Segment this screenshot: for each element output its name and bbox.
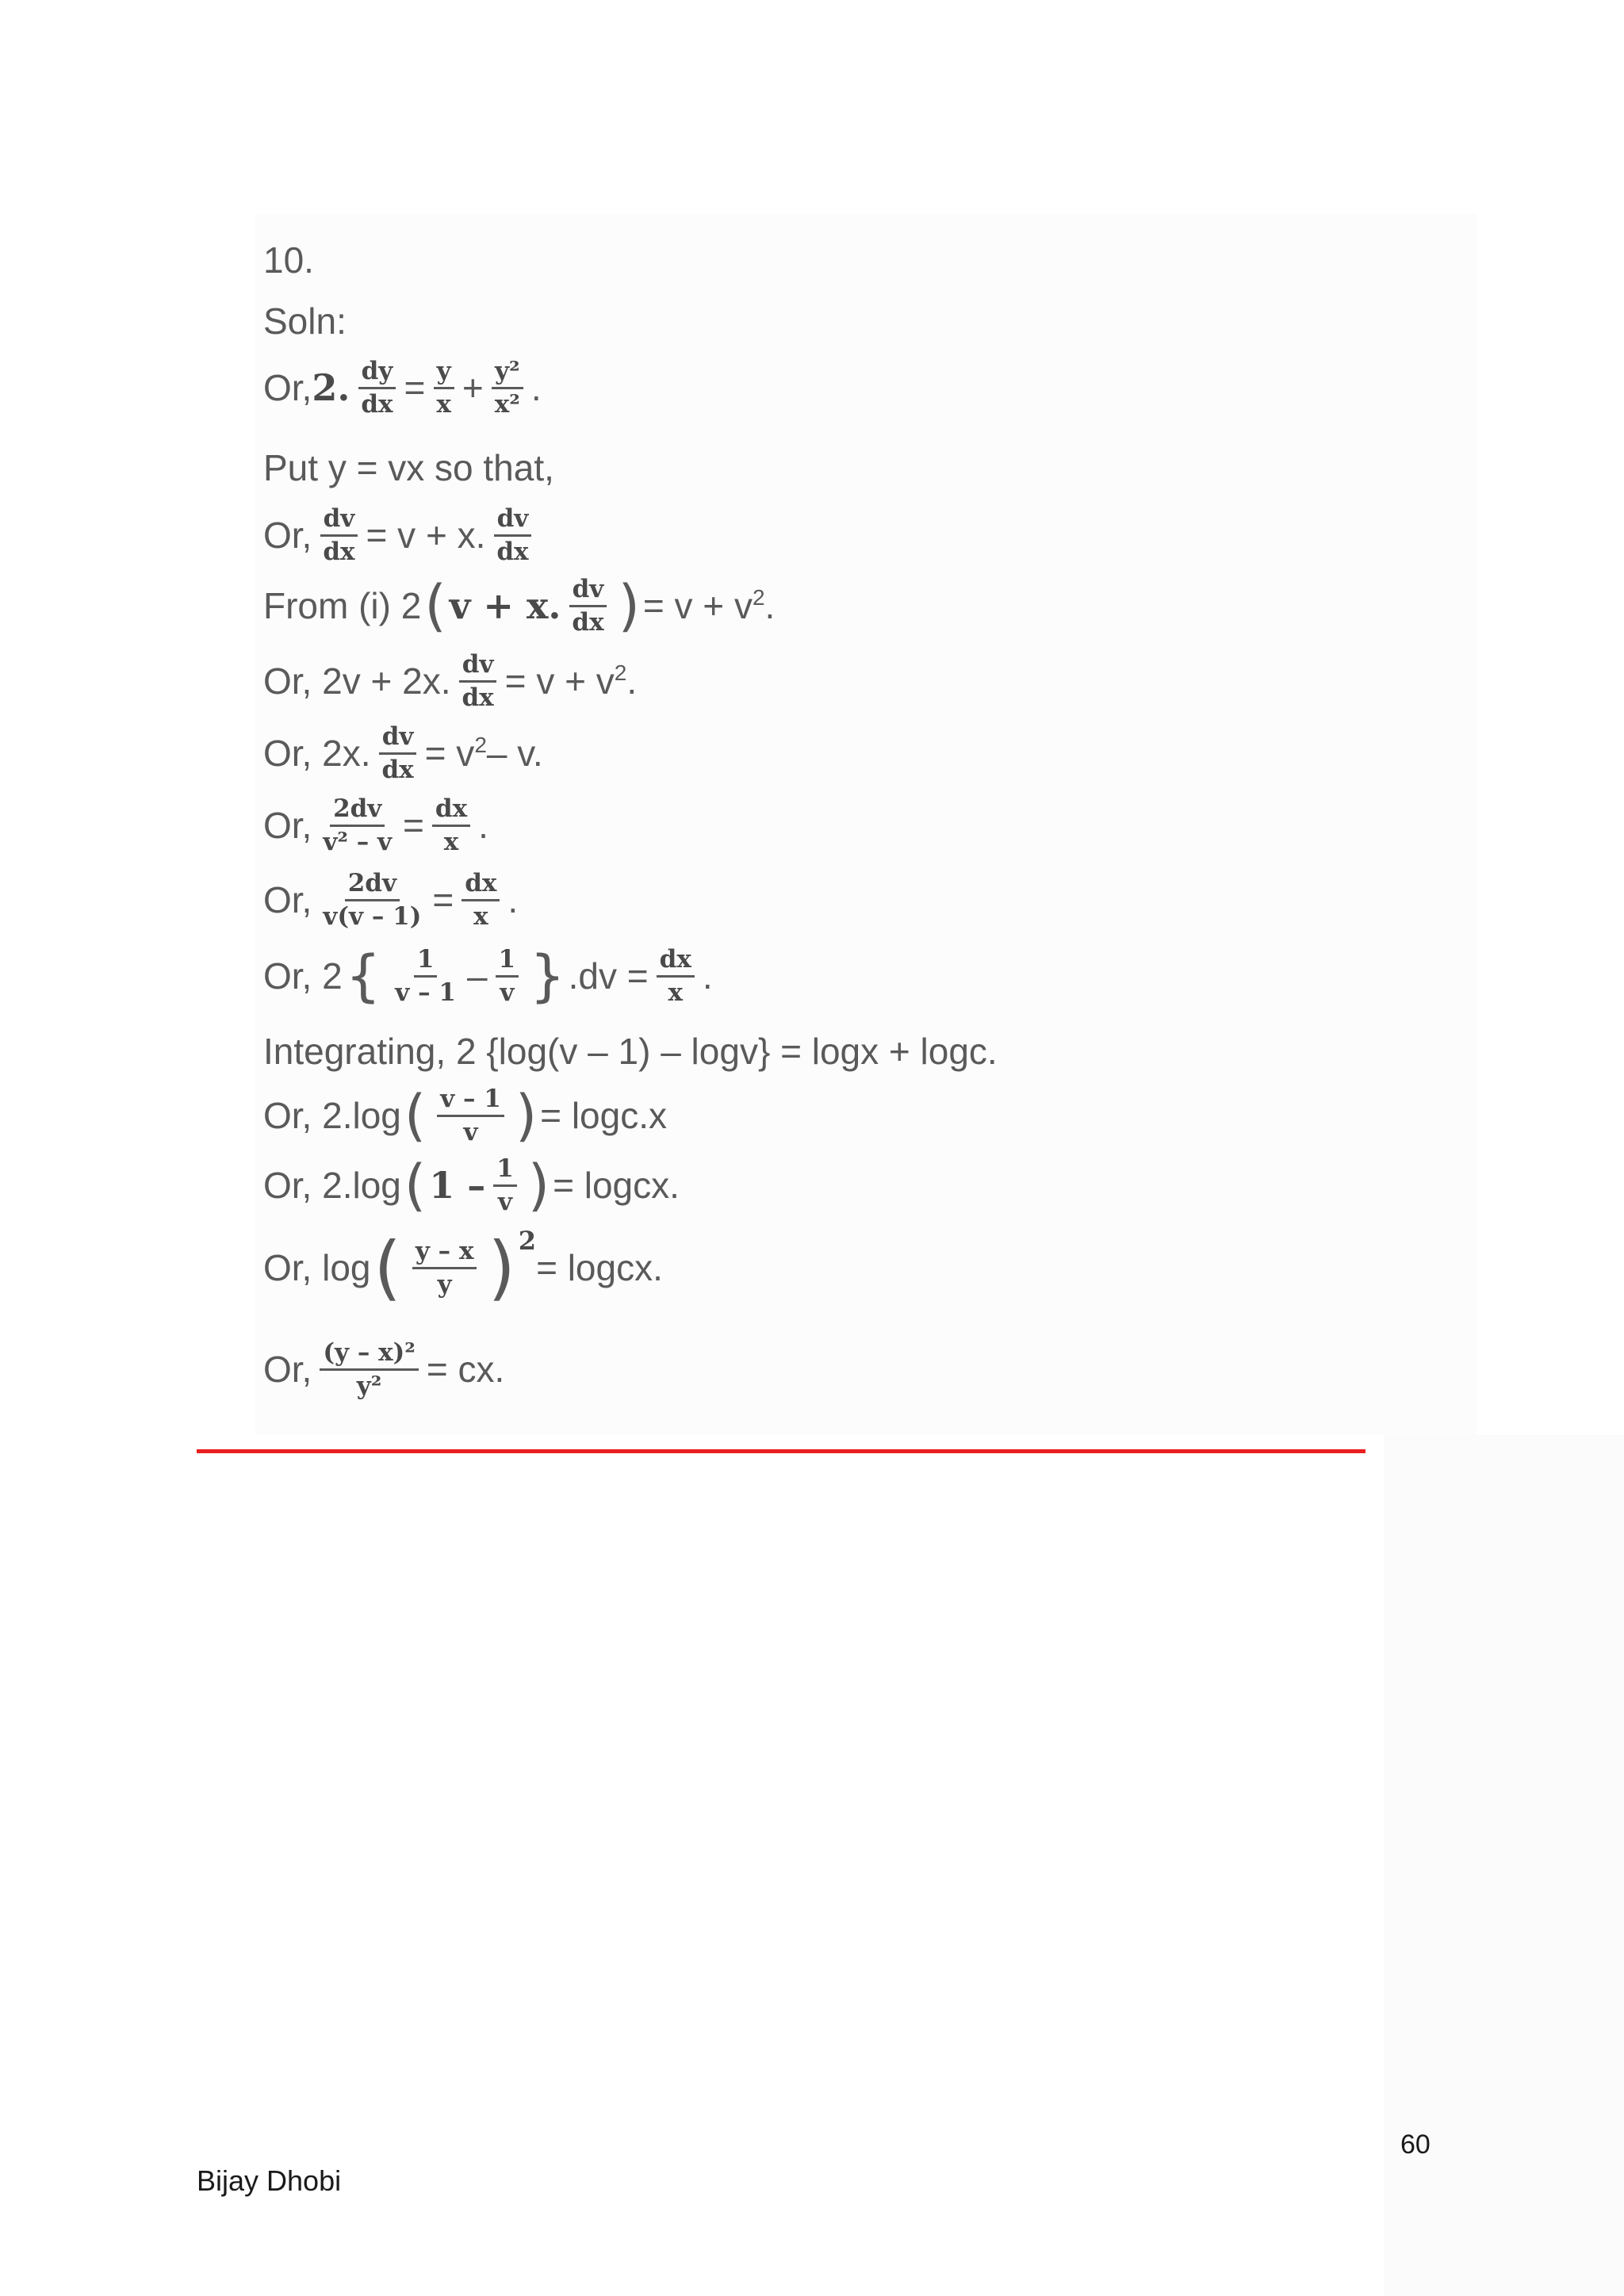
fraction: $\frac{1}{v}$: [496, 947, 519, 1005]
fraction: $\frac{dx}{x}$: [462, 871, 500, 929]
equation-line-3: Or, $\frac{dv}{dx}$ = v + x. $\frac{dv}{dx}$: [263, 506, 540, 564]
fraction: $\frac{dx}{x}$: [432, 796, 470, 855]
equation-line-1: Or, 2. $\frac{dy}{dx}$ = $\frac{y}{x}$ + $\frac{\text{y²}}{\text{x²}}$ .: [263, 357, 542, 419]
equation-line-7: Or, $\frac{2dv}{\text{v² – v}}$ = $\frac{dx}{x}$ .: [263, 794, 488, 856]
equation-line-4: From (i) 2 ( v + x. $\frac{dv}{dx}$ ) = v + v 2 .: [263, 573, 776, 639]
equation-line-8: Or, $\frac{2dv}{v(v - 1)}$ = $\frac{dx}{x}$ .: [263, 869, 519, 931]
fraction: $\frac{1}{v - 1}$: [395, 945, 456, 1007]
equation-line-14: Or, $\frac{\text{(y – x)²}}{\text{y²}}$ = cx.: [263, 1338, 505, 1400]
equation-line-12: Or, 2.log ( 1 – $\frac{1}{v}$ ) = logcx.: [263, 1153, 680, 1219]
fraction: $\frac{dy}{dx}$: [358, 358, 396, 417]
fraction: $\frac{dv}{dx}$: [320, 506, 358, 564]
equation-line-5: Or, 2v + 2x. $\frac{dv}{dx}$ = v + v 2 .: [263, 650, 638, 712]
fraction: $\frac{v - 1}{v}$: [437, 1086, 504, 1145]
equation-line-2: Put y = vx so that,: [263, 447, 554, 488]
fraction: $\frac{y - x}{y}$: [412, 1238, 477, 1297]
solution-heading: Soln:: [263, 300, 347, 342]
page-number: 60: [1400, 2130, 1431, 2160]
fraction: $\frac{dx}{x}$: [657, 947, 695, 1005]
equation-line-10: Integrating, 2 {log(v – 1) – logv} = logx + logc.: [263, 1031, 998, 1072]
fraction: $\frac{dv}{dx}$: [459, 652, 497, 710]
red-divider-line: [197, 1449, 1365, 1453]
problem-number: 10.: [263, 239, 314, 281]
equation-line-11: Or, 2.log ( $\frac{v - 1}{v}$ ) = logc.x: [263, 1083, 667, 1149]
fraction: $\frac{1}{v}$: [493, 1156, 517, 1215]
fraction: $\frac{\text{(y – x)²}}{\text{y²}}$: [320, 1340, 419, 1399]
fraction: $\frac{dv}{dx}$: [378, 724, 416, 783]
equation-line-13: Or, log ( $\frac{y - x}{y}$ ) 2 = logcx.: [263, 1226, 663, 1308]
equation-line-9: Or, 2 { $\frac{1}{v - 1}$ – $\frac{1}{v}$ } .dv = $\frac{dx}{x}$ .: [263, 943, 713, 1009]
fraction: $\frac{y}{x}$: [433, 358, 454, 417]
fraction: $\frac{dv}{dx}$: [569, 576, 607, 635]
author-footer: Bijay Dhobi: [197, 2164, 342, 2197]
fraction: $\frac{dv}{dx}$: [493, 506, 531, 564]
scan-edge-shading: [1384, 1435, 1624, 2296]
fraction: $\frac{2dv}{\text{v² – v}}$: [323, 794, 393, 856]
fraction: $\frac{2dv}{v(v - 1)}$: [323, 869, 422, 931]
fraction: $\frac{\text{y²}}{\text{x²}}$: [492, 358, 523, 417]
equation-line-6: Or, 2x. $\frac{dv}{dx}$ = v 2 – v.: [263, 722, 543, 784]
